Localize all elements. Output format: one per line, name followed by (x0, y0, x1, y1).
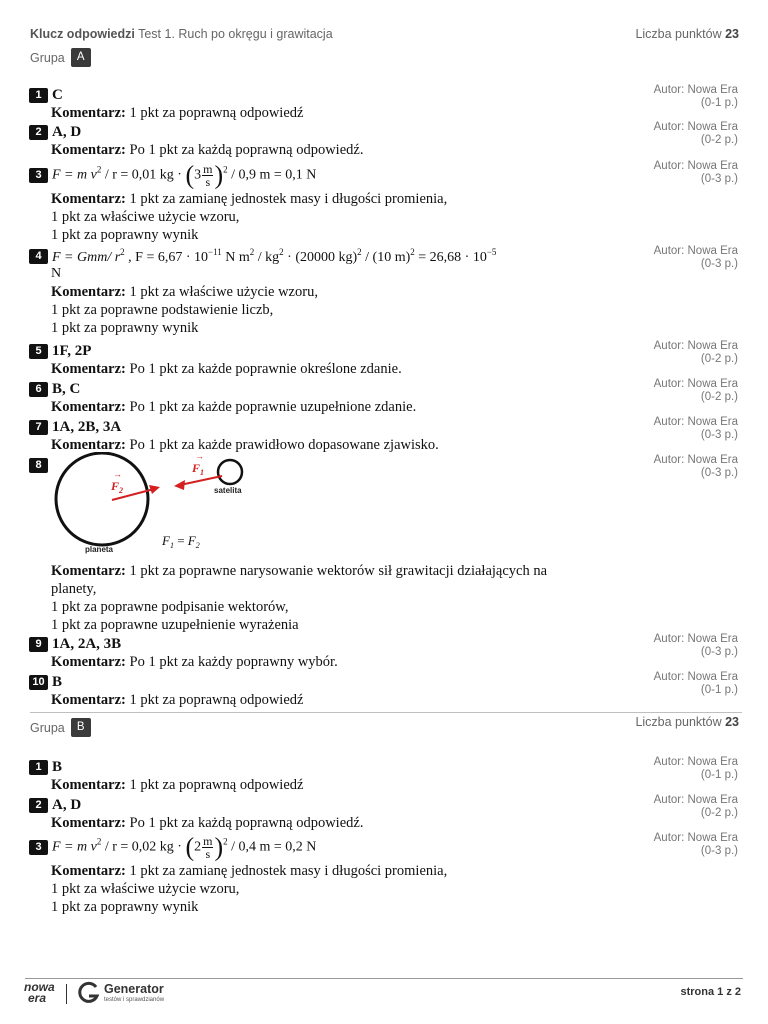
question-number: 2 (29, 798, 48, 813)
question-a-2 (29, 123, 629, 159)
comment: Komentarz: 1 pkt za poprawne narysowanie wektorów sił grawitacji działających na (51, 563, 548, 579)
question-number: 1 (29, 760, 48, 775)
comment: Komentarz: 1 pkt za poprawną odpowiedź (51, 777, 304, 793)
comment-line: 1 pkt za właściwe użycie wzoru, (51, 209, 240, 225)
formula: F = m $v^2 / r = 0,01$ kg · (3 $\frac{m}{s}$ )$^2$ / 0,9 m = 0,1 N (52, 160, 317, 189)
generator-logo-text: Generator (104, 982, 164, 996)
comment: Komentarz: 1 pkt za poprawną odpowiedź (51, 692, 304, 708)
question-a-5 (29, 342, 629, 378)
comment: Komentarz: 1 pkt za zamianę jednostek masy i długości promienia, (51, 863, 448, 879)
comment-line: 1 pkt za poprawne podstawienie liczb, (51, 302, 274, 318)
question-b-3 (29, 832, 629, 916)
question-number: 10 (29, 675, 48, 690)
author-a-1: Autor: Nowa Era (0-1 p.) (653, 84, 738, 109)
satellite-label: satelita (214, 486, 242, 495)
answer: A, D (52, 123, 82, 140)
answer: B (52, 758, 63, 775)
question-a-7 (29, 418, 629, 454)
comment-line: 1 pkt za właściwe użycie wzoru, (51, 881, 240, 897)
answer: B (52, 673, 63, 690)
question-b-1 (29, 758, 629, 794)
answer: 1A, 2A, 3B (52, 635, 122, 652)
question-a-8-comments (29, 562, 629, 634)
planet-circle (56, 453, 148, 545)
question-number: 9 (29, 637, 48, 652)
answer: B, C (52, 380, 81, 397)
comment: Komentarz: Po 1 pkt za każdą poprawną odpowiedź. (51, 142, 364, 158)
group-b-label: Grupa B (30, 718, 91, 737)
author-a-6: Autor: Nowa Era (0-2 p.) (653, 378, 738, 403)
total-points: Liczba punktów 23 (635, 27, 739, 41)
f2-label: $F_2$ (111, 479, 124, 495)
comment: Komentarz: 1 pkt za właściwe użycie wzoru, (51, 284, 318, 300)
planet-label: planeta (85, 545, 114, 554)
group-a-label: Grupa A (30, 48, 91, 67)
comment-line: 1 pkt za poprawne podpisanie wektorów, (51, 599, 289, 615)
f2-arrow-mark: → (113, 469, 122, 479)
question-a-9 (29, 635, 629, 671)
generator-g-icon (77, 981, 101, 1005)
f1-arrow-mark: → (195, 452, 204, 461)
answer: C (52, 86, 63, 103)
answer: A, D (52, 796, 82, 813)
author-a-8: Autor: Nowa Era (0-3 p.) (653, 454, 738, 479)
author-a-9: Autor: Nowa Era (0-3 p.) (653, 633, 738, 658)
group-b-badge: B (71, 718, 91, 737)
page-number: strona 1 z 2 (680, 986, 741, 998)
question-number: 7 (29, 420, 48, 435)
force-equation: $F_1 = F_2$ (162, 533, 200, 550)
comment: Komentarz: Po 1 pkt za każde poprawnie określone zdanie. (51, 361, 402, 377)
question-number: 3 (29, 168, 48, 183)
comment-line: 1 pkt za poprawny wynik (51, 227, 199, 243)
answer: 1F, 2P (52, 342, 92, 359)
comment-line: 1 pkt za poprawny wynik (51, 899, 199, 915)
question-a-6 (29, 380, 629, 416)
question-a-4 (29, 247, 629, 337)
group-divider (30, 712, 742, 713)
author-b-2: Autor: Nowa Era (0-2 p.) (653, 794, 738, 819)
author-b-1: Autor: Nowa Era (0-1 p.) (653, 756, 738, 781)
group-b-total-points: Liczba punktów 23 (635, 715, 739, 729)
author-a-3: Autor: Nowa Era (0-3 p.) (653, 160, 738, 185)
author-b-3: Autor: Nowa Era (0-3 p.) (653, 832, 738, 857)
formula: F = m $v^2 / r = 0,02$ kg · (2 $\frac{m}{s}$ )$^2$ / 0,4 m = 0,2 N (52, 832, 317, 861)
question-number: 5 (29, 344, 48, 359)
formula-unit: N (51, 266, 62, 281)
comment-line: 1 pkt za poprawne uzupełnienie wyrażenia (51, 617, 299, 633)
author-a-5: Autor: Nowa Era (0-2 p.) (653, 340, 738, 365)
question-a-3 (29, 160, 629, 244)
answer: 1A, 2B, 3A (52, 418, 122, 435)
comment: Komentarz: Po 1 pkt za każdą poprawną odpowiedź. (51, 815, 364, 831)
question-number: 8 (29, 458, 48, 473)
comment: Komentarz: 1 pkt za zamianę jednostek masy i długości promienia, (51, 191, 448, 207)
logo-separator (66, 984, 67, 1004)
question-b-2 (29, 796, 629, 832)
question-number: 2 (29, 125, 48, 140)
question-number: 3 (29, 840, 48, 855)
nowa-era-logo: nowa era (24, 980, 55, 1005)
comment: Komentarz: Po 1 pkt za każde poprawnie uzupełnione zdanie. (51, 399, 417, 415)
formula: F = Gmm/ $r^2$ , $F = 6,67 \cdot 10^{-11}$ N $m^2 / kg^2 \cdot (20000$ kg)$^2$ / (10 $m)^2 = 26,68 \cdot 10^{-5}$ (52, 246, 497, 265)
generator-logo-subtitle: testów i sprawdzianów (104, 997, 165, 1003)
f1-label: $F_1$ (192, 461, 205, 477)
question-number: 4 (29, 249, 48, 264)
comment: Komentarz: Po 1 pkt za każdy poprawny wybór. (51, 654, 338, 670)
vector-f1 (180, 476, 222, 485)
question-number: 6 (29, 382, 48, 397)
question-number: 1 (29, 88, 48, 103)
author-a-4: Autor: Nowa Era (0-3 p.) (653, 245, 738, 270)
satellite-circle (218, 460, 242, 484)
vector-f1-arrowhead (174, 480, 185, 490)
vector-f2-arrowhead (149, 485, 160, 494)
gravity-vectors-figure (50, 452, 260, 557)
question-a-1 (29, 86, 629, 122)
comment-line: planety, (51, 581, 97, 597)
author-a-2: Autor: Nowa Era (0-2 p.) (653, 121, 738, 146)
group-a-badge: A (71, 48, 91, 67)
comment: Komentarz: Po 1 pkt za każde prawidłowo dopasowane zjawisko. (51, 437, 439, 453)
document-title: Klucz odpowiedzi Test 1. Ruch po okręgu i grawitacja (30, 27, 333, 41)
comment-line: 1 pkt za poprawny wynik (51, 320, 199, 336)
comment: Komentarz: 1 pkt za poprawną odpowiedź (51, 105, 304, 121)
question-a-10 (29, 673, 629, 709)
footer-divider (25, 978, 743, 979)
author-a-10: Autor: Nowa Era (0-1 p.) (653, 671, 738, 696)
author-a-7: Autor: Nowa Era (0-3 p.) (653, 416, 738, 441)
